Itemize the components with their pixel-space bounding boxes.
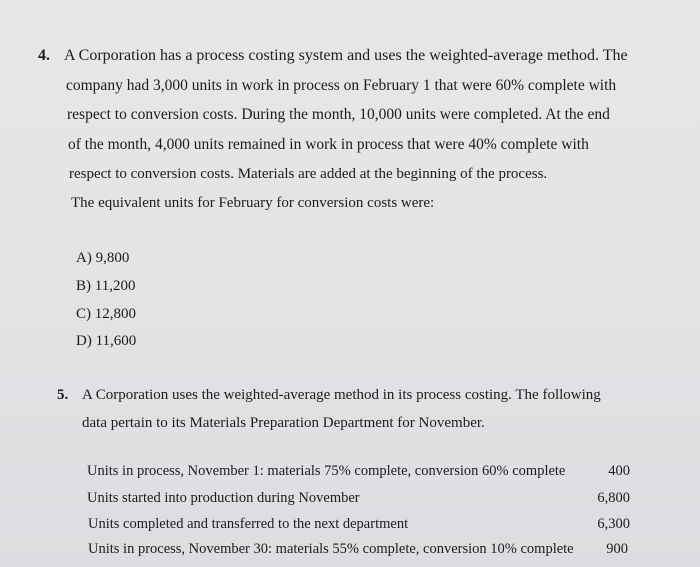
data-row-label: Units started into production during November bbox=[87, 490, 360, 506]
q5-line-1: A Corporation uses the weighted-average method in its process costing. The following bbox=[82, 387, 601, 403]
data-row-value: 400 bbox=[608, 463, 630, 479]
q5-number: 5. bbox=[57, 387, 69, 403]
q4-line-2: company had 3,000 units in work in process on February 1 that were 60% complete with bbox=[66, 77, 617, 94]
q4-line-1: A Corporation has a process costing system and uses the weighted-average method. The bbox=[64, 47, 628, 64]
q4-option-a: A) 9,800 bbox=[76, 250, 130, 266]
data-row-value: 6,800 bbox=[597, 490, 630, 506]
q4-line-3: respect to conversion costs. During the month, 10,000 units were completed. At the end bbox=[67, 106, 610, 123]
q4-option-d: D) 11,600 bbox=[76, 333, 137, 349]
q4-line-6: The equivalent units for February for conversion costs were: bbox=[71, 195, 435, 211]
q4-option-c: C) 12,800 bbox=[76, 306, 136, 322]
data-row-label: Units completed and transferred to the next department bbox=[88, 516, 409, 532]
q4-number: 4. bbox=[38, 47, 50, 64]
data-row-label: Units in process, November 30: materials 55% complete, conversion 10% complete bbox=[88, 541, 574, 557]
data-row-label: Units in process, November 1: materials 75% complete, conversion 60% complete bbox=[87, 463, 566, 479]
q4-line-5: respect to conversion costs. Materials are added at the beginning of the process. bbox=[69, 166, 548, 182]
q4-line-4: of the month, 4,000 units remained in work in process that were 40% complete with bbox=[68, 136, 589, 153]
q4-option-b: B) 11,200 bbox=[76, 278, 136, 294]
q5-line-2: data pertain to its Materials Preparation Department for November. bbox=[82, 415, 485, 431]
data-row-value: 900 bbox=[606, 541, 628, 557]
data-row-value: 6,300 bbox=[597, 516, 630, 532]
